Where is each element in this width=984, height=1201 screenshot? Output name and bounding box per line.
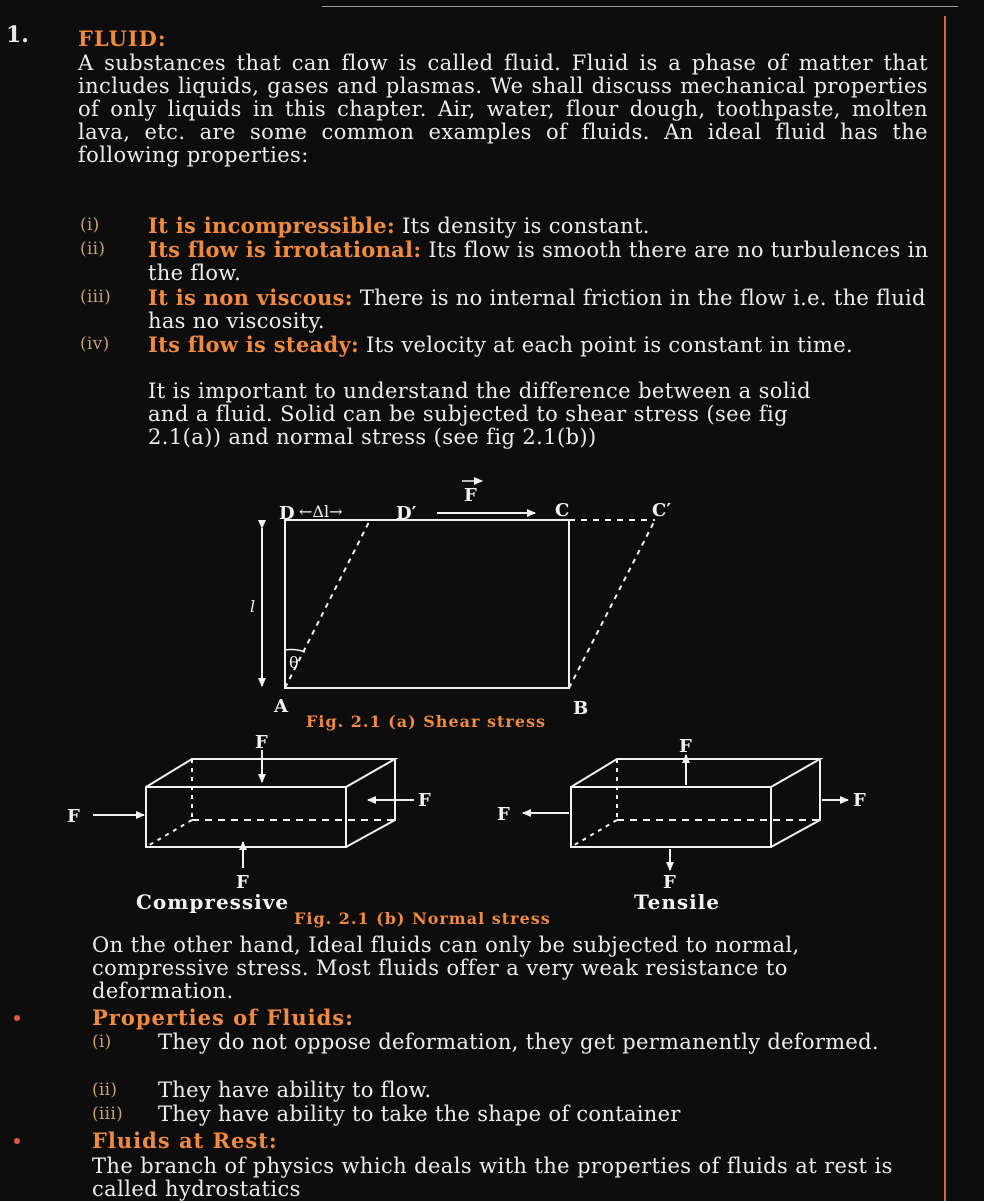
list-number: (iii) [80, 287, 112, 307]
theta-arc [285, 650, 305, 652]
list-number: (i) [80, 215, 100, 235]
tensile-front-face [571, 787, 771, 847]
shear-figure [250, 481, 671, 719]
properties-heading: Properties of Fluids: [92, 1005, 354, 1030]
fig-b-caption: Fig. 2.1 (b) Normal stress [294, 909, 551, 928]
rest-paragraph: The branch of physics which deals with the properties of fluids at rest is called hydrostatics [92, 1154, 893, 1201]
property-text: Its flow is smooth there are no turbulences in the flow. [148, 238, 929, 285]
solid-vs-fluid-paragraph: It is important to understand the difference between a solid and a fluid. Solid can be subjected to shear stress (see fig 2.1(a)) and normal stress (see fig 2.1(b)) [148, 379, 811, 449]
fluid-property-3 [92, 1103, 932, 1126]
label-l: l [250, 597, 256, 616]
tensile-top-face [571, 759, 820, 787]
bullet-icon [14, 1015, 20, 1021]
property-term: It is incompressible: [148, 213, 396, 238]
label-D: D [279, 503, 295, 524]
property-text: Its density is constant. [395, 214, 650, 238]
list-number: (ii) [92, 1080, 118, 1100]
list-number: (iii) [92, 1104, 124, 1124]
tensile-label: Tensile [634, 890, 721, 914]
property-text: Its velocity at each point is constant in time. [359, 333, 853, 357]
compressive-top-face [146, 759, 395, 787]
property-text: They have ability to take the shape of container [158, 1102, 681, 1126]
force-label: F [497, 804, 510, 825]
compressive-figure [67, 732, 431, 893]
force-label: F [236, 872, 249, 893]
fluid-property-2 [92, 1079, 932, 1102]
section-title: FLUID: [78, 26, 167, 51]
compressive-label: Compressive [136, 890, 290, 914]
intro-paragraph: A substances that can flow is called fluid. Fluid is a phase of matter that includes liquids, gases and plasmas. We shall discuss mechanical properties of only liquids in this chapter. Air, water, flour dough, toothpaste, molten lava, etc. are some common examples of fluids. An ideal fluid has the following properties: [78, 51, 928, 167]
hidden-edge [146, 820, 192, 847]
label-C: C [555, 500, 570, 521]
bullet-icon [14, 1138, 20, 1144]
compressive-front-face [146, 787, 346, 847]
property-text: There is no internal friction in the flow i.e. the fluid has no viscosity. [148, 286, 926, 333]
force-label: F [418, 790, 431, 811]
property-term: Its flow is steady: [148, 332, 360, 357]
property-term: Its flow is irrotational: [148, 237, 422, 262]
tensile-figure [497, 736, 866, 893]
label-D-prime: D′ [396, 503, 417, 524]
property-term: It is non viscous: [148, 285, 353, 310]
force-label: F [853, 790, 866, 811]
force-label: F [679, 736, 692, 757]
list-number: (iv) [80, 334, 110, 354]
section-number: 1. [6, 22, 29, 48]
label-theta: θ [289, 653, 299, 672]
force-label: F [255, 732, 268, 753]
label-B: B [573, 698, 589, 719]
list-number: (ii) [80, 239, 106, 259]
list-number: (i) [92, 1032, 112, 1052]
label-C-prime: C′ [652, 500, 672, 521]
label-delta-l: ←Δl→ [299, 502, 343, 521]
hidden-edge [571, 820, 617, 847]
other-hand-paragraph: On the other hand, Ideal fluids can only be subjected to normal, compressive stress. Most fluids offer a very weak resistance to deformation. [92, 933, 800, 1003]
label-A: A [274, 696, 288, 717]
force-label: F [67, 806, 80, 827]
label-force: F [464, 485, 477, 506]
rest-heading: Fluids at Rest: [92, 1128, 278, 1153]
fluid-property-1 [92, 1031, 932, 1077]
deformed-right-edge [569, 520, 655, 688]
property-text: They have ability to flow. [158, 1078, 432, 1102]
property-text: They do not oppose deformation, they get permanently deformed. [158, 1030, 879, 1054]
force-label: F [663, 872, 676, 893]
fig-a-caption: Fig. 2.1 (a) Shear stress [306, 712, 547, 731]
